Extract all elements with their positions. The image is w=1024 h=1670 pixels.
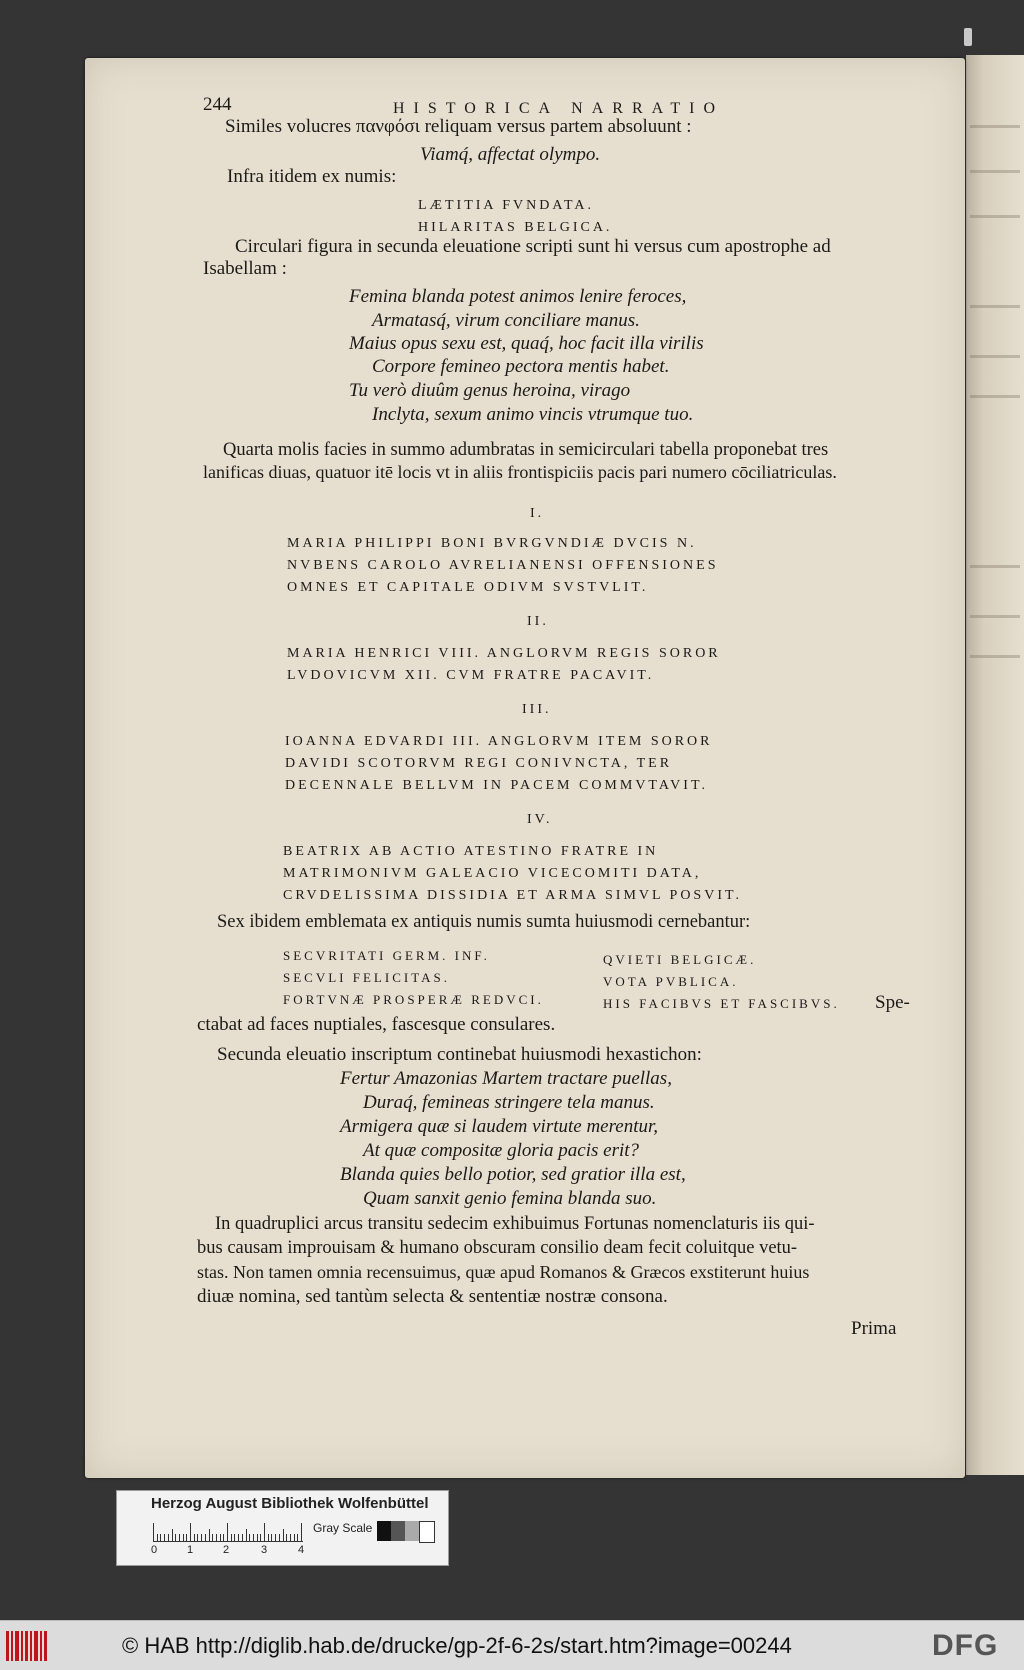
ruler-tick bbox=[294, 1534, 295, 1541]
permalink[interactable]: © HAB http://diglib.hab.de/drucke/gp-2f-6-2s/start.htm?image=00244 bbox=[122, 1633, 792, 1658]
text-line: stas. Non tamen omnia recensuimus, quæ apud Romanos & Græcos exstiterunt huius bbox=[197, 1262, 810, 1282]
text-line: Isabellam : bbox=[203, 258, 287, 279]
text-line: In quadruplici arcus transitu sedecim exhibuimus Fortunas nomenclaturis iis qui- bbox=[215, 1214, 815, 1234]
ruler-number: 0 bbox=[151, 1544, 158, 1556]
section-numeral: II. bbox=[527, 614, 549, 629]
verse-line: Tu verò diuûm genus heroina, virago bbox=[349, 380, 631, 401]
inscription-line: BEATRIX AB ACTIO ATESTINO FRATRE IN bbox=[283, 844, 659, 859]
ruler-tick bbox=[271, 1534, 272, 1541]
inscription-line: MARIA PHILIPPI BONI BVRGVNDIÆ DVCIS N. bbox=[287, 536, 697, 551]
grayscale-patch bbox=[391, 1521, 405, 1541]
inscription-line: FORTVNÆ PROSPERÆ REDVCI. bbox=[283, 992, 544, 1007]
inscription-line: MATRIMONIVM GALEACIO VICECOMITI DATA, bbox=[283, 866, 702, 881]
inscription-line: VOTA PVBLICA. bbox=[603, 974, 739, 989]
ruler-tick bbox=[231, 1534, 232, 1541]
scanned-page bbox=[85, 58, 965, 1478]
grayscale-patch bbox=[419, 1521, 435, 1543]
scale-ruler bbox=[153, 1523, 303, 1542]
ruler-tick bbox=[253, 1534, 254, 1541]
ruler-tick bbox=[246, 1529, 247, 1541]
text-line: diuæ nomina, sed tantùm selecta & sententiæ nostræ consona. bbox=[197, 1286, 668, 1307]
verse-line: Corpore femineo pectora mentis habet. bbox=[372, 356, 670, 377]
ruler-tick bbox=[260, 1534, 261, 1541]
ruler-tick bbox=[172, 1529, 173, 1541]
ruler-tick bbox=[153, 1523, 154, 1541]
calibration-card bbox=[116, 1490, 449, 1566]
ruler-tick bbox=[234, 1534, 235, 1541]
ruler-tick bbox=[205, 1534, 206, 1541]
text-line: Similes volucres πανφόσι reliquam versus partem absoluunt : bbox=[225, 116, 692, 137]
verse-line: Inclyta, sexum animo vincis vtrumque tuo. bbox=[372, 404, 694, 425]
verse-line: At quæ compositæ gloria pacis erit? bbox=[363, 1140, 640, 1161]
grayscale-label: Gray Scale bbox=[313, 1521, 373, 1535]
ruler-tick bbox=[242, 1534, 243, 1541]
ruler-tick bbox=[275, 1534, 276, 1541]
text-line: Secunda eleuatio inscriptum continebat huiusmodi hexastichon: bbox=[217, 1044, 702, 1065]
verse-line: Maius opus sexu est, quaq́, hoc facit illa virilis bbox=[349, 333, 704, 354]
inscription-line: LÆTITIA FVNDATA. bbox=[418, 198, 594, 213]
ruler-tick bbox=[209, 1529, 210, 1541]
inscription-line: NVBENS CAROLO AVRELIANENSI OFFENSIONES bbox=[287, 558, 719, 573]
text-line: lanificas diuas, quatuor itē locis vt in aliis frontispiciis pacis pari numero cōciliatriculas. bbox=[203, 462, 837, 482]
ruler-tick bbox=[197, 1534, 198, 1541]
verse-line: Quam sanxit genio femina blanda suo. bbox=[363, 1188, 657, 1209]
inscription-line: DECENNALE BELLVM IN PACEM COMMVTAVIT. bbox=[285, 778, 708, 793]
ruler-tick bbox=[238, 1534, 239, 1541]
inscription-line: OMNES ET CAPITALE ODIVM SVSTVLIT. bbox=[287, 580, 649, 595]
section-numeral: III. bbox=[522, 702, 552, 717]
verse-line: Armatasq́, virum conciliare manus. bbox=[372, 310, 640, 331]
text-line: bus causam improuisam & humano obscuram consilio deam fecit coluitque vetu- bbox=[197, 1238, 798, 1258]
ruler-tick bbox=[257, 1534, 258, 1541]
text-line: Infra itidem ex numis: bbox=[227, 166, 397, 187]
ruler-tick bbox=[268, 1534, 269, 1541]
text-line: Spe- bbox=[875, 992, 910, 1013]
inscription-line: DAVIDI SCOTORVM REGI CONIVNCTA, TER bbox=[285, 756, 673, 771]
dfg-logo: DFG bbox=[932, 1629, 999, 1662]
ruler-tick bbox=[160, 1534, 161, 1541]
ruler-tick bbox=[190, 1523, 191, 1541]
verse-line: Duraq́, femineas stringere tela manus. bbox=[363, 1092, 655, 1113]
verse-line: Viamq́, affectat olympo. bbox=[420, 144, 601, 165]
grayscale-patch bbox=[405, 1521, 419, 1541]
ruler-number: 2 bbox=[223, 1544, 230, 1556]
ruler-tick bbox=[279, 1534, 280, 1541]
inscription-line: SECVLI FELICITAS. bbox=[283, 970, 450, 985]
ruler-number: 4 bbox=[298, 1544, 305, 1556]
ruler-tick bbox=[164, 1534, 165, 1541]
text-line: Sex ibidem emblemata ex antiquis numis sumta huiusmodi cernebantur: bbox=[217, 912, 751, 932]
ruler-tick bbox=[264, 1523, 265, 1541]
verse-line: Femina blanda potest animos lenire feroces, bbox=[349, 286, 687, 307]
verse-line: Fertur Amazonias Martem tractare puellas, bbox=[340, 1068, 672, 1089]
ruler-tick bbox=[227, 1523, 228, 1541]
inscription-line: IOANNA EDVARDI III. ANGLORVM ITEM SOROR bbox=[285, 734, 713, 749]
ruler-tick bbox=[301, 1523, 302, 1541]
ruler-tick bbox=[201, 1534, 202, 1541]
ruler-tick bbox=[216, 1534, 217, 1541]
ruler-tick bbox=[286, 1534, 287, 1541]
running-title: HISTORICA NARRATIO bbox=[393, 100, 725, 117]
ruler-tick bbox=[175, 1534, 176, 1541]
catchword: Prima bbox=[851, 1318, 897, 1339]
inscription-line: MARIA HENRICI VIII. ANGLORVM REGIS SOROR bbox=[287, 646, 721, 661]
ruler-number: 3 bbox=[261, 1544, 268, 1556]
card-title: Herzog August Bibliothek Wolfenbüttel bbox=[151, 1495, 429, 1512]
ruler-tick bbox=[220, 1534, 221, 1541]
ruler-tick bbox=[249, 1534, 250, 1541]
ruler-tick bbox=[157, 1534, 158, 1541]
verse-line: Blanda quies bello potior, sed gratior illa est, bbox=[340, 1164, 686, 1185]
facing-page-edge bbox=[966, 55, 1024, 1475]
ruler-tick bbox=[290, 1534, 291, 1541]
inscription-line: HILARITAS BELGICA. bbox=[418, 220, 613, 235]
grayscale-patch bbox=[377, 1521, 391, 1541]
inscription-line: HIS FACIBVS ET FASCIBVS. bbox=[603, 996, 840, 1011]
hab-barcode-logo bbox=[6, 1631, 48, 1661]
footer-bar bbox=[0, 1620, 1024, 1670]
inscription-line: LVDOVICVM XII. CVM FRATRE PACAVIT. bbox=[287, 668, 655, 683]
ruler-tick bbox=[168, 1534, 169, 1541]
text-line: Circulari figura in secunda eleuatione scripti sunt hi versus cum apostrophe ad bbox=[235, 236, 831, 257]
inscription-line: QVIETI BELGICÆ. bbox=[603, 952, 757, 967]
page-clip bbox=[964, 28, 972, 46]
ruler-tick bbox=[212, 1534, 213, 1541]
text-line: Quarta molis facies in summo adumbratas in semicirculari tabella proponebat tres bbox=[223, 440, 829, 460]
inscription-line: SECVRITATI GERM. INF. bbox=[283, 948, 490, 963]
section-numeral: I. bbox=[530, 506, 545, 521]
ruler-tick bbox=[183, 1534, 184, 1541]
ruler-tick bbox=[297, 1534, 298, 1541]
inscription-line: CRVDELISSIMA DISSIDIA ET ARMA SIMVL POSVIT. bbox=[283, 888, 742, 903]
ruler-tick bbox=[283, 1529, 284, 1541]
verse-line: Armigera quæ si laudem virtute merentur, bbox=[340, 1116, 659, 1137]
page-number: 244 bbox=[203, 94, 232, 115]
ruler-tick bbox=[186, 1534, 187, 1541]
ruler-tick bbox=[194, 1534, 195, 1541]
section-numeral: IV. bbox=[527, 812, 553, 827]
ruler-tick bbox=[179, 1534, 180, 1541]
text-line: ctabat ad faces nuptiales, fascesque consulares. bbox=[197, 1014, 556, 1035]
ruler-number: 1 bbox=[187, 1544, 194, 1556]
ruler-tick bbox=[223, 1534, 224, 1541]
